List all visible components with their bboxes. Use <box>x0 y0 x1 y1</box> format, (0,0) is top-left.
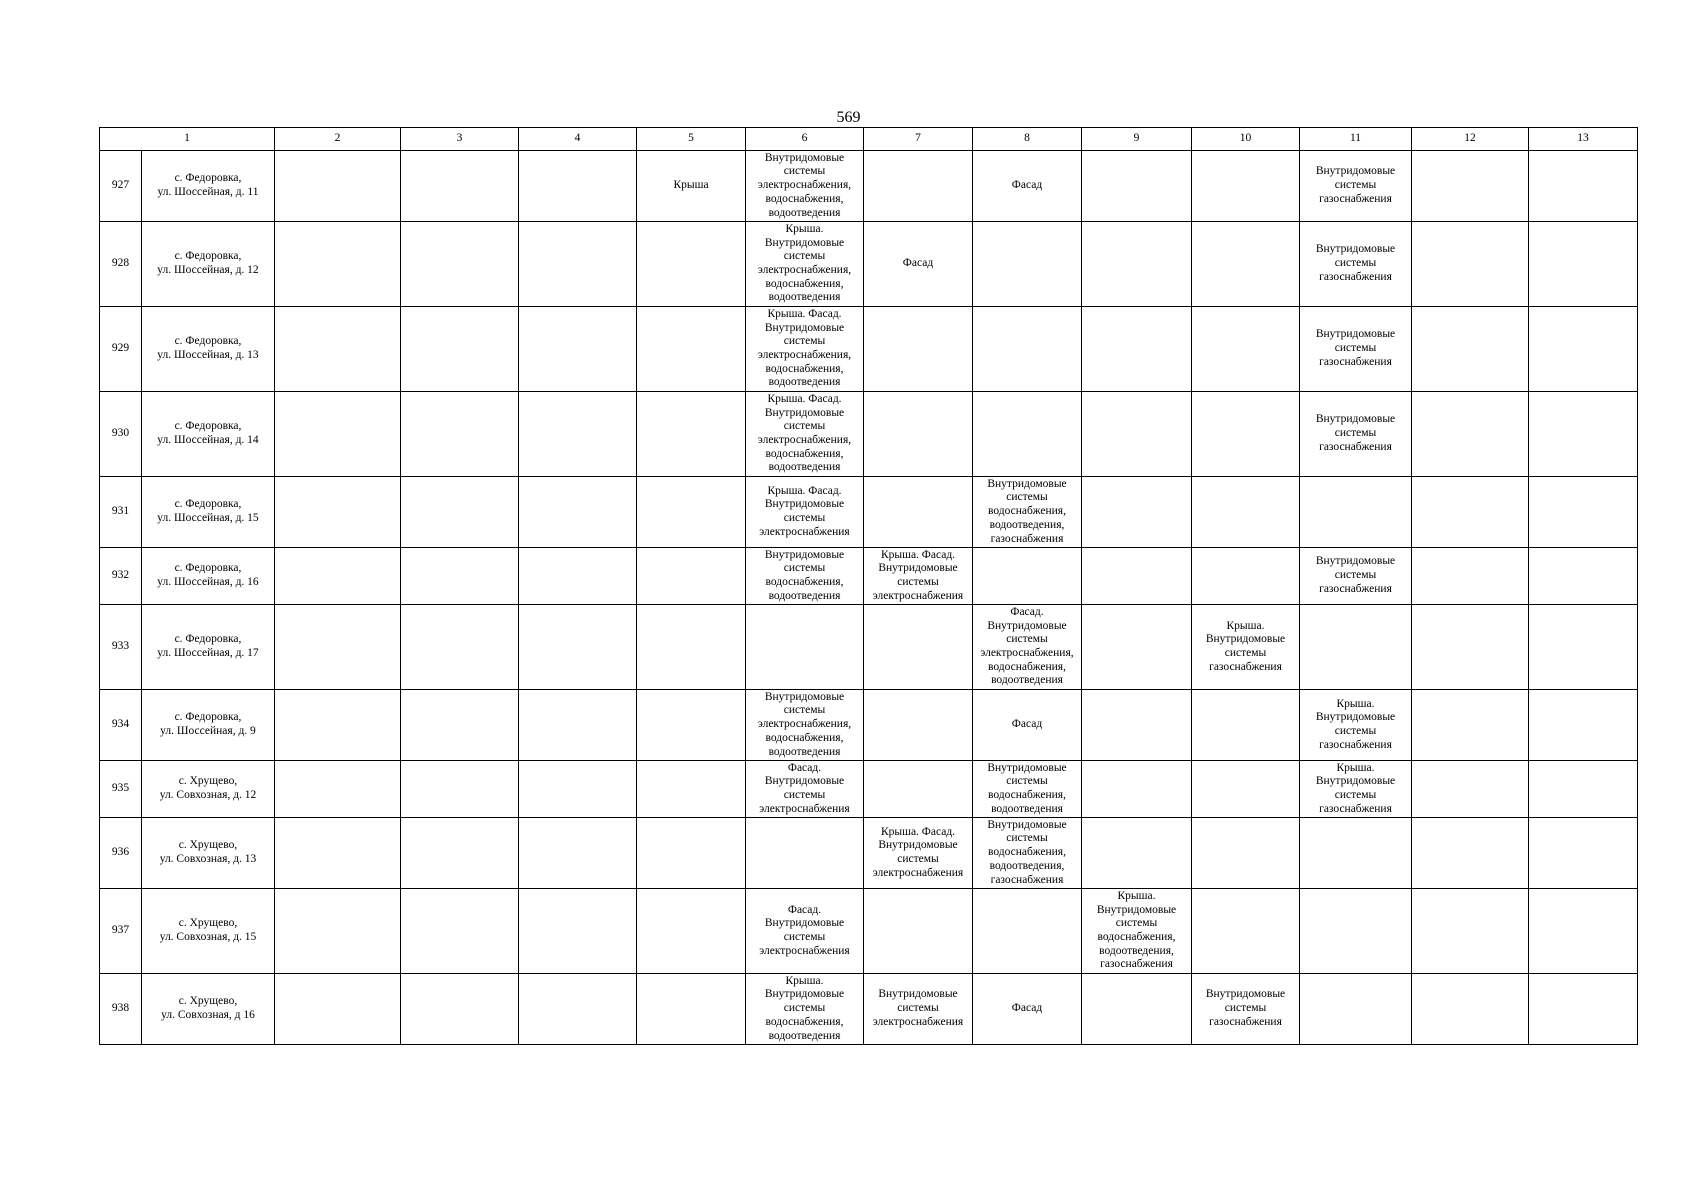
row-number-cell: 936 <box>100 818 142 889</box>
work-cell-col-12 <box>1412 307 1529 392</box>
work-cell-col-8 <box>973 307 1082 392</box>
work-cell-col-13 <box>1529 222 1638 307</box>
work-cell-col-11: Крыша. Внутридомовые системы газоснабжения <box>1300 690 1412 761</box>
work-cell-col-13 <box>1529 307 1638 392</box>
work-cell-col-10 <box>1192 222 1300 307</box>
work-cell-col-9 <box>1082 605 1192 690</box>
work-cell-col-6: Крыша. Фасад. Внутридомовые системы электроснабжения, водоснабжения, водоотведения <box>746 392 864 477</box>
work-cell-col-4 <box>519 889 637 974</box>
repair-schedule-table <box>99 127 1638 1045</box>
work-cell-col-11: Крыша. Внутридомовые системы газоснабжения <box>1300 761 1412 818</box>
column-header: 1 <box>100 128 275 151</box>
work-cell-col-4 <box>519 151 637 222</box>
work-cell-col-2 <box>275 222 401 307</box>
work-cell-col-11 <box>1300 477 1412 548</box>
work-cell-col-3 <box>401 548 519 605</box>
work-cell-col-5 <box>637 222 746 307</box>
work-cell-col-6: Внутридомовые системы электроснабжения, водоснабжения, водоотведения <box>746 151 864 222</box>
work-cell-col-9 <box>1082 222 1192 307</box>
address-cell: с. Хрущево, ул. Совхозная, д. 15 <box>142 889 275 974</box>
work-cell-col-10 <box>1192 477 1300 548</box>
work-cell-col-6: Крыша. Внутридомовые системы водоснабжения, водоотведения <box>746 974 864 1045</box>
table-row <box>100 818 1638 889</box>
work-cell-col-7: Внутридомовые системы электроснабжения <box>864 974 973 1045</box>
work-cell-col-11: Внутридомовые системы газоснабжения <box>1300 307 1412 392</box>
work-cell-col-2 <box>275 690 401 761</box>
address-cell: с. Федоровка, ул. Шоссейная, д. 14 <box>142 392 275 477</box>
work-cell-col-11: Внутридомовые системы газоснабжения <box>1300 222 1412 307</box>
work-cell-col-6: Крыша. Фасад. Внутридомовые системы электроснабжения, водоснабжения, водоотведения <box>746 307 864 392</box>
row-number-cell: 933 <box>100 605 142 690</box>
address-cell: с. Федоровка, ул. Шоссейная, д. 12 <box>142 222 275 307</box>
column-header: 11 <box>1300 128 1412 151</box>
work-cell-col-9 <box>1082 392 1192 477</box>
row-number-cell: 932 <box>100 548 142 605</box>
address-cell: с. Хрущево, ул. Совхозная, д. 13 <box>142 818 275 889</box>
work-cell-col-9 <box>1082 307 1192 392</box>
column-header: 6 <box>746 128 864 151</box>
row-number-cell: 938 <box>100 974 142 1045</box>
table-row <box>100 605 1638 690</box>
table-row <box>100 392 1638 477</box>
work-cell-col-9: Крыша. Внутридомовые системы водоснабжения, водоотведения, газоснабжения <box>1082 889 1192 974</box>
work-cell-col-13 <box>1529 605 1638 690</box>
work-cell-col-6: Внутридомовые системы водоснабжения, водоотведения <box>746 548 864 605</box>
work-cell-col-7 <box>864 307 973 392</box>
work-cell-col-11 <box>1300 818 1412 889</box>
table-row <box>100 151 1638 222</box>
work-cell-col-13 <box>1529 761 1638 818</box>
work-cell-col-10 <box>1192 690 1300 761</box>
row-number-cell: 928 <box>100 222 142 307</box>
table-row <box>100 889 1638 974</box>
work-cell-col-4 <box>519 818 637 889</box>
work-cell-col-6: Фасад. Внутридомовые системы электроснабжения <box>746 889 864 974</box>
table-row <box>100 690 1638 761</box>
work-cell-col-9 <box>1082 974 1192 1045</box>
work-cell-col-5 <box>637 818 746 889</box>
work-cell-col-4 <box>519 222 637 307</box>
work-cell-col-4 <box>519 605 637 690</box>
row-number-cell: 931 <box>100 477 142 548</box>
work-cell-col-13 <box>1529 151 1638 222</box>
work-cell-col-7: Крыша. Фасад. Внутридомовые системы электроснабжения <box>864 818 973 889</box>
work-cell-col-8: Внутридомовые системы водоснабжения, водоотведения, газоснабжения <box>973 477 1082 548</box>
work-cell-col-8: Внутридомовые системы водоснабжения, водоотведения, газоснабжения <box>973 818 1082 889</box>
work-cell-col-6 <box>746 605 864 690</box>
address-cell: с. Хрущево, ул. Совхозная, д. 12 <box>142 761 275 818</box>
work-cell-col-13 <box>1529 548 1638 605</box>
work-cell-col-2 <box>275 889 401 974</box>
work-cell-col-7 <box>864 889 973 974</box>
work-cell-col-11: Внутридомовые системы газоснабжения <box>1300 548 1412 605</box>
table-row <box>100 222 1638 307</box>
work-cell-col-12 <box>1412 605 1529 690</box>
work-cell-col-8: Фасад <box>973 151 1082 222</box>
work-cell-col-13 <box>1529 974 1638 1045</box>
work-cell-col-5 <box>637 548 746 605</box>
work-cell-col-5 <box>637 477 746 548</box>
work-cell-col-3 <box>401 761 519 818</box>
address-cell: с. Федоровка, ул. Шоссейная, д. 15 <box>142 477 275 548</box>
work-cell-col-9 <box>1082 761 1192 818</box>
work-cell-col-10: Внутридомовые системы газоснабжения <box>1192 974 1300 1045</box>
work-cell-col-6 <box>746 818 864 889</box>
table-row <box>100 477 1638 548</box>
row-number-cell: 929 <box>100 307 142 392</box>
work-cell-col-6: Внутридомовые системы электроснабжения, водоснабжения, водоотведения <box>746 690 864 761</box>
work-cell-col-5 <box>637 392 746 477</box>
work-cell-col-11: Внутридомовые системы газоснабжения <box>1300 392 1412 477</box>
work-cell-col-9 <box>1082 477 1192 548</box>
work-cell-col-12 <box>1412 690 1529 761</box>
address-cell: с. Федоровка, ул. Шоссейная, д. 16 <box>142 548 275 605</box>
address-cell: с. Федоровка, ул. Шоссейная, д. 9 <box>142 690 275 761</box>
work-cell-col-4 <box>519 761 637 818</box>
work-cell-col-6: Крыша. Внутридомовые системы электроснабжения, водоснабжения, водоотведения <box>746 222 864 307</box>
work-cell-col-4 <box>519 690 637 761</box>
page-number: 569 <box>836 109 861 126</box>
work-cell-col-8: Фасад <box>973 690 1082 761</box>
work-cell-col-8: Фасад <box>973 974 1082 1045</box>
work-cell-col-7: Крыша. Фасад. Внутридомовые системы электроснабжения <box>864 548 973 605</box>
work-cell-col-9 <box>1082 548 1192 605</box>
work-cell-col-3 <box>401 307 519 392</box>
address-cell: с. Федоровка, ул. Шоссейная, д. 11 <box>142 151 275 222</box>
work-cell-col-2 <box>275 392 401 477</box>
work-cell-col-7 <box>864 151 973 222</box>
column-header: 12 <box>1412 128 1529 151</box>
work-cell-col-2 <box>275 974 401 1045</box>
work-cell-col-13 <box>1529 690 1638 761</box>
table-row <box>100 548 1638 605</box>
table-row <box>100 761 1638 818</box>
work-cell-col-10 <box>1192 889 1300 974</box>
address-cell: с. Федоровка, ул. Шоссейная, д. 13 <box>142 307 275 392</box>
work-cell-col-3 <box>401 605 519 690</box>
work-cell-col-3 <box>401 477 519 548</box>
work-cell-col-4 <box>519 548 637 605</box>
work-cell-col-3 <box>401 392 519 477</box>
table-body <box>100 128 1638 1045</box>
work-cell-col-5 <box>637 307 746 392</box>
work-cell-col-4 <box>519 307 637 392</box>
work-cell-col-10 <box>1192 548 1300 605</box>
column-header: 4 <box>519 128 637 151</box>
work-cell-col-2 <box>275 605 401 690</box>
row-number-cell: 930 <box>100 392 142 477</box>
work-cell-col-10 <box>1192 307 1300 392</box>
column-header-row <box>100 128 1638 151</box>
address-cell: с. Федоровка, ул. Шоссейная, д. 17 <box>142 605 275 690</box>
work-cell-col-3 <box>401 818 519 889</box>
work-cell-col-10 <box>1192 392 1300 477</box>
work-cell-col-11 <box>1300 605 1412 690</box>
address-cell: с. Хрущево, ул. Совхозная, д 16 <box>142 974 275 1045</box>
work-cell-col-5 <box>637 605 746 690</box>
work-cell-col-12 <box>1412 151 1529 222</box>
work-cell-col-11 <box>1300 974 1412 1045</box>
work-cell-col-12 <box>1412 548 1529 605</box>
work-cell-col-2 <box>275 761 401 818</box>
work-cell-col-5 <box>637 974 746 1045</box>
work-cell-col-10 <box>1192 818 1300 889</box>
work-cell-col-11: Внутридомовые системы газоснабжения <box>1300 151 1412 222</box>
work-cell-col-12 <box>1412 818 1529 889</box>
work-cell-col-3 <box>401 690 519 761</box>
work-cell-col-5 <box>637 761 746 818</box>
work-cell-col-13 <box>1529 477 1638 548</box>
column-header: 9 <box>1082 128 1192 151</box>
work-cell-col-7 <box>864 392 973 477</box>
table-row <box>100 307 1638 392</box>
work-cell-col-6: Фасад. Внутридомовые системы электроснабжения <box>746 761 864 818</box>
work-cell-col-8 <box>973 392 1082 477</box>
column-header: 3 <box>401 128 519 151</box>
work-cell-col-13 <box>1529 818 1638 889</box>
column-header: 2 <box>275 128 401 151</box>
row-number-cell: 934 <box>100 690 142 761</box>
row-number-cell: 937 <box>100 889 142 974</box>
work-cell-col-2 <box>275 477 401 548</box>
work-cell-col-12 <box>1412 974 1529 1045</box>
work-cell-col-7 <box>864 477 973 548</box>
work-cell-col-12 <box>1412 889 1529 974</box>
work-cell-col-8: Внутридомовые системы водоснабжения, водоотведения <box>973 761 1082 818</box>
work-cell-col-6: Крыша. Фасад. Внутридомовые системы электроснабжения <box>746 477 864 548</box>
column-header: 13 <box>1529 128 1638 151</box>
work-cell-col-3 <box>401 974 519 1045</box>
work-cell-col-8 <box>973 222 1082 307</box>
work-cell-col-9 <box>1082 151 1192 222</box>
work-cell-col-4 <box>519 477 637 548</box>
work-cell-col-12 <box>1412 392 1529 477</box>
work-cell-col-12 <box>1412 761 1529 818</box>
work-cell-col-4 <box>519 392 637 477</box>
work-cell-col-13 <box>1529 889 1638 974</box>
work-cell-col-10 <box>1192 761 1300 818</box>
work-cell-col-11 <box>1300 889 1412 974</box>
work-cell-col-3 <box>401 889 519 974</box>
work-cell-col-12 <box>1412 477 1529 548</box>
work-cell-col-2 <box>275 151 401 222</box>
row-number-cell: 927 <box>100 151 142 222</box>
column-header: 5 <box>637 128 746 151</box>
work-cell-col-7 <box>864 690 973 761</box>
work-cell-col-9 <box>1082 818 1192 889</box>
work-cell-col-7 <box>864 761 973 818</box>
work-cell-col-9 <box>1082 690 1192 761</box>
work-cell-col-3 <box>401 222 519 307</box>
work-cell-col-3 <box>401 151 519 222</box>
work-cell-col-5: Крыша <box>637 151 746 222</box>
column-header: 10 <box>1192 128 1300 151</box>
table-row <box>100 974 1638 1045</box>
row-number-cell: 935 <box>100 761 142 818</box>
column-header: 8 <box>973 128 1082 151</box>
work-cell-col-2 <box>275 818 401 889</box>
work-cell-col-2 <box>275 548 401 605</box>
work-cell-col-12 <box>1412 222 1529 307</box>
work-cell-col-8 <box>973 889 1082 974</box>
work-cell-col-13 <box>1529 392 1638 477</box>
work-cell-col-8: Фасад. Внутридомовые системы электроснабжения, водоснабжения, водоотведения <box>973 605 1082 690</box>
work-cell-col-10 <box>1192 151 1300 222</box>
work-cell-col-5 <box>637 690 746 761</box>
work-cell-col-10: Крыша. Внутридомовые системы газоснабжения <box>1192 605 1300 690</box>
work-cell-col-4 <box>519 974 637 1045</box>
work-cell-col-2 <box>275 307 401 392</box>
work-cell-col-7: Фасад <box>864 222 973 307</box>
column-header: 7 <box>864 128 973 151</box>
work-cell-col-8 <box>973 548 1082 605</box>
work-cell-col-7 <box>864 605 973 690</box>
work-cell-col-5 <box>637 889 746 974</box>
